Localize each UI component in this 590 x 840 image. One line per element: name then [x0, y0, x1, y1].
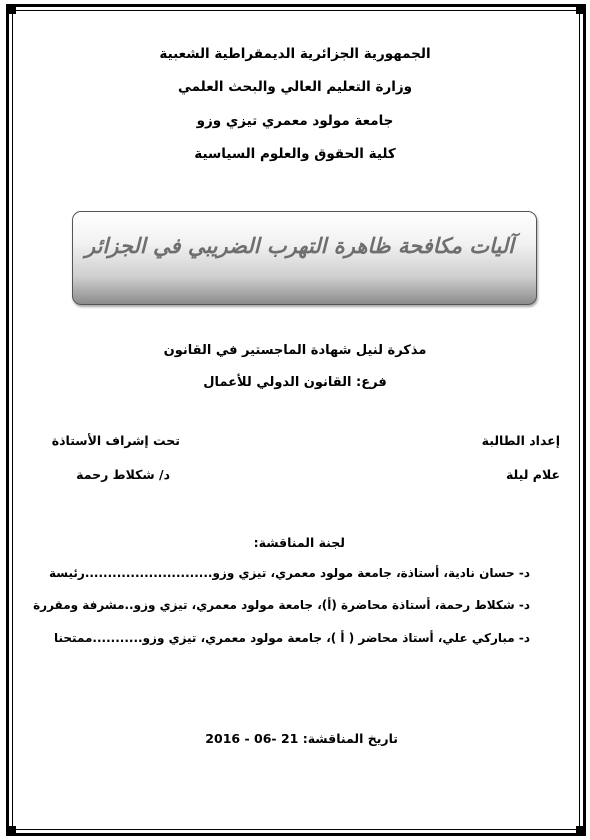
header-republic: الجمهورية الجزائرية الديمقراطية الشعبية: [159, 46, 431, 62]
corner-top-right: [576, 4, 586, 14]
committee-member-3: د- مباركي علي، أستاذ محاضر ( أ )، جامعة مولود معمري، تيزي وزو...........ممتحنا: [54, 631, 530, 645]
student-label: إعداد الطالبة: [481, 433, 560, 448]
header-university: جامعة مولود معمري تيزي وزو: [196, 113, 394, 129]
supervisor-label: تحت إشراف الأستاذة: [51, 433, 180, 448]
student-name: علام ليلة: [505, 467, 560, 482]
corner-bottom-right: [576, 826, 586, 836]
header-faculty: كلية الحقوق والعلوم السياسية: [194, 146, 396, 162]
branch-line: فرع: القانون الدولي للأعمال: [203, 375, 387, 390]
committee-member-2: د- شكلاط رحمة، أستاذة محاضرة (أ)، جامعة مولود معمري، تيزي وزو..مشرفة ومقررة: [33, 598, 530, 612]
supervisor-name: د/ شكلاط رحمة: [76, 467, 170, 482]
title-box: [72, 211, 537, 305]
header-ministry: وزارة التعليم العالي والبحث العلمي: [177, 79, 413, 95]
defense-date: تاريخ المناقشة: 21 -06 - 2016: [205, 731, 398, 746]
committee-member-1: د- حسان نادية، أستاذة، جامعة مولود معمري، تيزي وزو............................رئيسة: [49, 566, 530, 580]
page-border-inner: [12, 10, 580, 830]
degree-line: مذكرة لنيل شهادة الماجستير في القانون: [163, 343, 427, 358]
committee-title: لجنة المناقشة:: [253, 535, 345, 550]
thesis-title: آليات مكافحة ظاهرة التهرب الضريبي في الجزائر: [85, 233, 514, 258]
corner-bottom-left: [6, 826, 16, 836]
corner-top-left: [6, 4, 16, 14]
